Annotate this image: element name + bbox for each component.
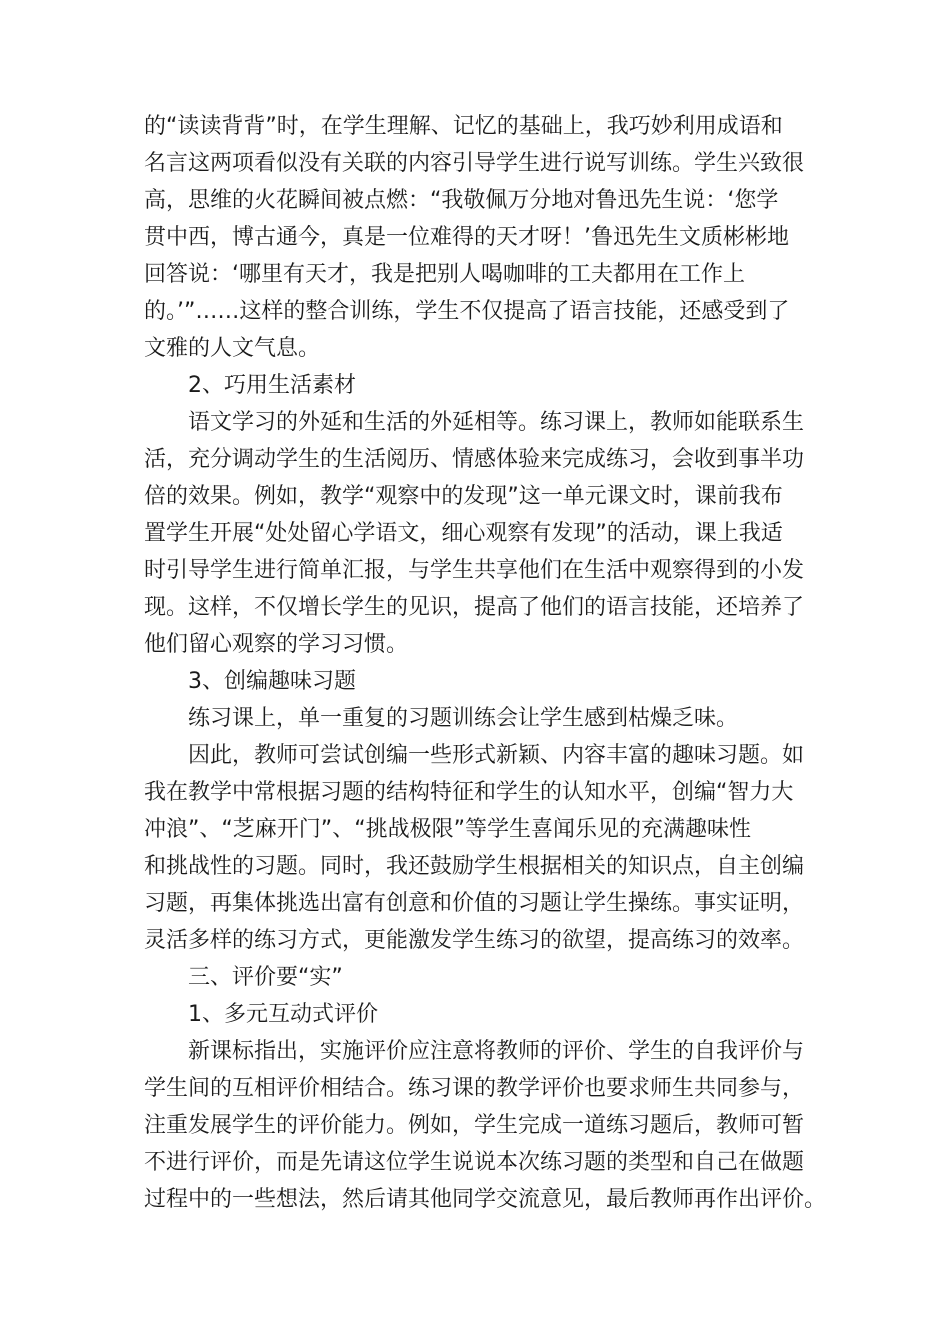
section-heading: 1、多元互动式评价 xyxy=(188,1002,378,1027)
section-heading: 3、创编趣味习题 xyxy=(188,669,356,694)
text-line: 和挑战性的习题。同时，我还鼓励学生根据相关的知识点，自主创编 xyxy=(144,854,805,879)
text-line: 回答说：‘哪里有天才，我是把别人喝咖啡的工夫都用在工作上 xyxy=(144,262,745,287)
text-line: 名言这两项看似没有关联的内容引导学生进行说写训练。学生兴致很 xyxy=(144,151,805,176)
text-line: 倍的效果。例如，教学“观察中的发现”这一单元课文时，课前我布 xyxy=(144,484,783,509)
text-line: 不进行评价，而是先请这位学生说说本次练习题的类型和自己在做题 xyxy=(144,1150,805,1175)
text-line: 高，思维的火花瞬间被点燃：“我敬佩万分地对鲁迅先生说：‘您学 xyxy=(144,188,779,213)
text-line: 时引导学生进行简单汇报，与学生共享他们在生活中观察得到的小发 xyxy=(144,558,805,583)
text-line: 灵活多样的练习方式，更能激发学生练习的欲望，提高练习的效率。 xyxy=(144,928,805,953)
paragraph-start: 因此，教师可尝试创编一些形式新颖、内容丰富的趣味习题。如 xyxy=(188,743,805,768)
text-line: 的。’”……这样的整合训练，学生不仅提高了语言技能，还感受到了 xyxy=(144,299,790,324)
text-line: 冲浪”、“芝麻开门”、“挑战极限”等学生喜闻乐见的充满趣味性 xyxy=(144,817,751,842)
text-line: 习题，再集体挑选出富有创意和价值的习题让学生操练。事实证明， xyxy=(144,891,805,916)
text-line: 注重发展学生的评价能力。例如，学生完成一道练习题后，教师可暂 xyxy=(144,1113,805,1138)
body-text xyxy=(144,108,864,1218)
paragraph-start: 练习课上，单一重复的习题训练会让学生感到枯燥乏味。 xyxy=(188,706,739,731)
text-line: 贯中西，博古通今，真是一位难得的天才呀！’鲁迅先生文质彬彬地 xyxy=(144,225,789,250)
text-line: 文雅的人文气息。 xyxy=(144,336,321,361)
text-line: 活，充分调动学生的生活阅历、情感体验来完成练习，会收到事半功 xyxy=(144,447,805,472)
text-line: 学生间的互相评价相结合。练习课的教学评价也要求师生共同参与， xyxy=(144,1076,805,1101)
section-heading: 三、评价要“实” xyxy=(188,965,343,990)
paragraph-start: 新课标指出，实施评价应注意将教师的评价、学生的自我评价与 xyxy=(188,1039,805,1064)
text-line: 我在教学中常根据习题的结构特征和学生的认知水平，创编“智力大 xyxy=(144,780,794,805)
text-line: 置学生开展“处处留心学语文，细心观察有发现”的活动，课上我适 xyxy=(144,521,783,546)
section-heading: 2、巧用生活素材 xyxy=(188,373,356,398)
text-line: 的“读读背背”时，在学生理解、记忆的基础上，我巧妙利用成语和 xyxy=(144,114,783,139)
paragraph-start: 语文学习的外延和生活的外延相等。练习课上，教师如能联系生 xyxy=(188,410,805,435)
text-line: 过程中的一些想法，然后请其他同学交流意见，最后教师再作出评价。 xyxy=(144,1187,827,1212)
text-line: 他们留心观察的学习习惯。 xyxy=(144,632,409,657)
text-line: 现。这样，不仅增长学生的见识，提高了他们的语言技能，还培养了 xyxy=(144,595,805,620)
